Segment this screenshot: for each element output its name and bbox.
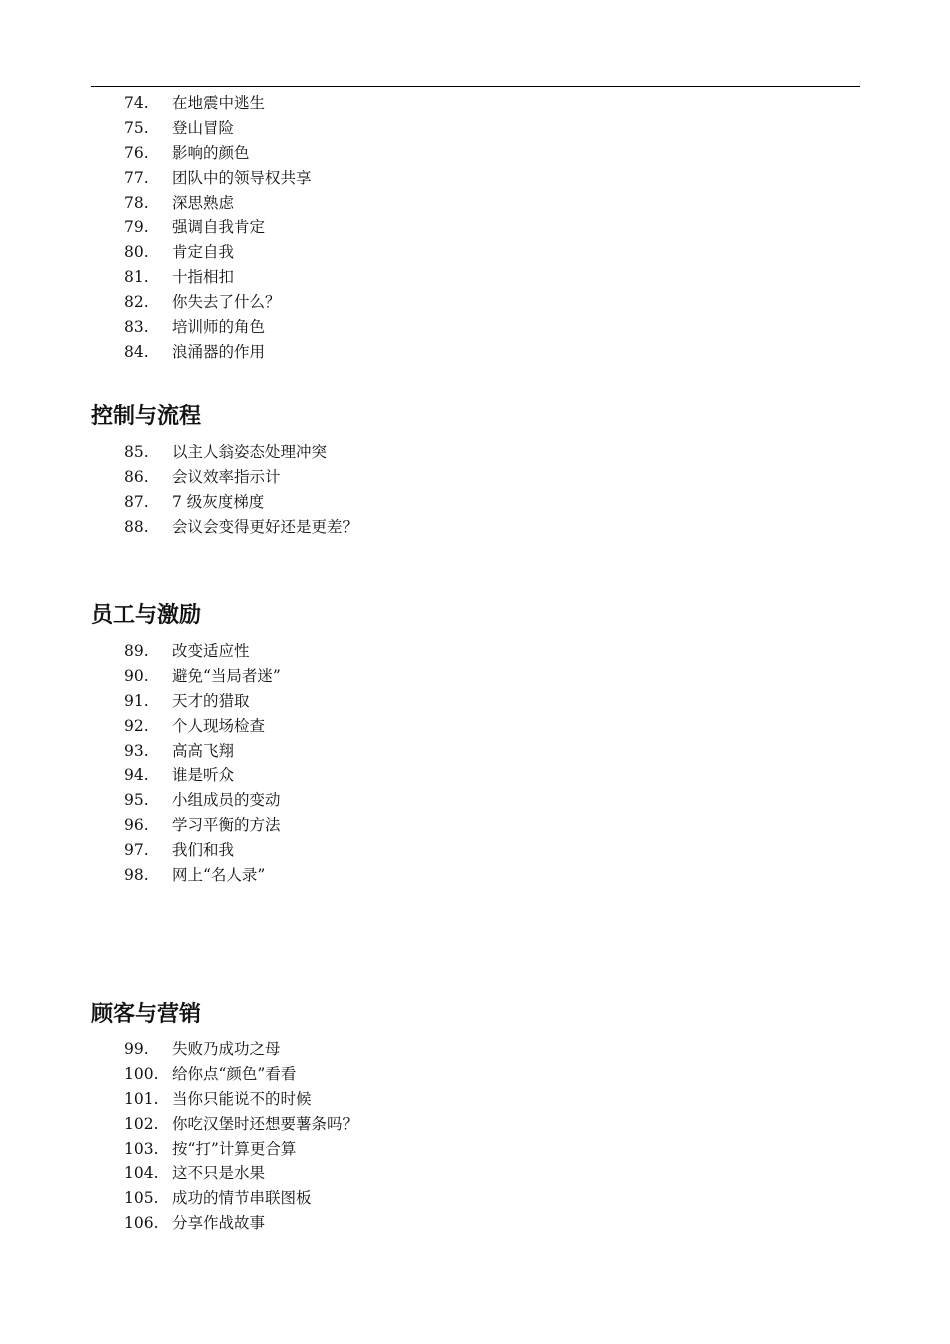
list-item [0,788,950,813]
list-item [0,1161,950,1186]
item-number: 86. [124,467,149,486]
item-text: 会议效率指示计 [172,467,281,486]
item-number: 100. [124,1064,159,1083]
list-item [0,664,950,689]
item-number: 95. [124,791,149,810]
item-text: 给你点“颜色”看看 [172,1064,297,1083]
item-number: 74. [124,94,149,112]
list-item [0,689,950,714]
list-item [0,1211,950,1236]
item-number: 105. [124,1189,159,1208]
list-item [0,141,950,166]
item-number: 88. [124,517,149,536]
item-text: 登山冒险 [172,118,235,137]
list-item [0,763,950,788]
item-number: 102. [124,1114,159,1133]
section-heading: 员工与激励 [91,602,202,628]
item-number: 89. [124,642,149,660]
list-item [0,315,950,340]
item-text: 改变适应性 [172,642,250,660]
item-text: 失败乃成功之母 [172,1040,281,1058]
item-text: 强调自我肯定 [172,218,266,237]
item-text: 小组成员的变动 [172,791,281,810]
item-number: 76. [124,143,149,162]
item-text: 学习平衡的方法 [172,816,281,835]
item-text: 谁是听众 [172,766,235,785]
item-number: 96. [124,816,149,835]
item-text: 个人现场检查 [172,716,266,735]
item-number: 98. [124,866,149,885]
item-number: 94. [124,766,149,785]
item-number: 106. [124,1214,159,1233]
item-number: 101. [124,1089,159,1108]
list-item [0,265,950,290]
list-item [0,440,950,465]
list-item [0,1087,950,1112]
item-number: 97. [124,841,149,860]
list-item [0,1137,950,1162]
list-item [0,490,950,515]
item-text: 影响的颜色 [172,143,250,162]
item-text: 按“打”计算更合算 [172,1139,297,1158]
list-item [0,215,950,240]
item-text: 天才的猎取 [172,691,250,710]
item-number: 83. [124,318,149,337]
list-item [0,240,950,265]
list-item [0,191,950,216]
item-text: 当你只能说不的时候 [172,1089,312,1108]
item-text: 7 级灰度梯度 [172,492,265,511]
list-item [0,1037,950,1062]
list-item [0,813,950,838]
section-heading: 顾客与营销 [91,1001,202,1027]
item-list [0,639,950,888]
item-list [0,1037,950,1236]
list-item [0,639,950,664]
list-item [0,739,950,764]
item-text: 在地震中逃生 [172,94,266,112]
item-number: 104. [124,1164,159,1183]
list-item [0,340,950,365]
item-text: 肯定自我 [172,243,235,262]
item-number: 79. [124,218,149,237]
list-item [0,1186,950,1211]
item-text: 团队中的领导权共享 [172,168,312,187]
item-text: 你吃汉堡时还想要薯条吗？ [172,1114,359,1133]
list-item [0,714,950,739]
item-number: 82. [124,293,149,312]
item-number: 99. [124,1040,149,1058]
list-item [0,863,950,888]
item-number: 92. [124,716,149,735]
list-item [0,838,950,863]
list-item [0,1112,950,1137]
item-number: 91. [124,691,149,710]
item-text: 分享作战故事 [172,1214,266,1233]
item-number: 77. [124,168,149,187]
item-text: 浪涌器的作用 [172,342,266,361]
list-item [0,91,950,116]
list-item [0,515,950,540]
item-text: 成功的情节串联图板 [172,1189,312,1208]
list-item [0,465,950,490]
item-text: 我们和我 [172,841,235,860]
item-number: 84. [124,342,149,361]
item-number: 87. [124,492,149,511]
section-heading: 控制与流程 [91,403,202,429]
item-number: 81. [124,268,149,287]
item-text: 十指相扣 [172,268,235,287]
item-number: 103. [124,1139,159,1158]
item-text: 会议会变得更好还是更差？ [172,517,359,536]
list-item [0,290,950,315]
item-text: 网上“名人录” [172,866,266,885]
item-list [0,440,950,540]
item-number: 85. [124,443,149,461]
item-text: 你失去了什么？ [172,293,281,312]
item-text: 避免“当局者迷” [172,666,281,685]
header-rule [91,86,860,87]
item-text: 以主人翁姿态处理冲突 [172,443,328,461]
item-number: 90. [124,666,149,685]
list-item [0,166,950,191]
item-number: 80. [124,243,149,262]
list-item [0,1062,950,1087]
item-text: 培训师的角色 [172,318,266,337]
item-number: 78. [124,193,149,212]
item-text: 深思熟虑 [172,193,235,212]
item-number: 93. [124,741,149,760]
item-number: 75. [124,118,149,137]
list-item [0,116,950,141]
item-list [0,91,950,365]
item-text: 这不只是水果 [172,1164,266,1183]
item-text: 高高飞翔 [172,741,235,760]
